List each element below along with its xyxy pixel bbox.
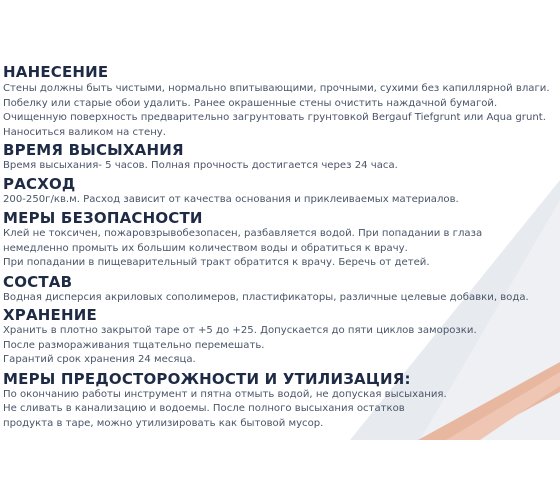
section-precautions-disposal xyxy=(3,371,555,432)
section-text-line: Время высыхания- 5 часов. Полная прочность достигается через 24 часа. xyxy=(3,160,398,171)
section-storage xyxy=(3,307,555,368)
section-heading: ВРЕМЯ ВЫСЫХАНИЯ xyxy=(3,141,184,159)
section-text-line: Водная дисперсия акриловых сополимеров, пластификаторы, различные целевые добавки, вода. xyxy=(3,291,529,303)
section-text-line: Хранить в плотно закрытой таре от +5 до +25. Допускается до пяти циклов заморозки. xyxy=(3,325,477,336)
section-text-line: Очищенную поверхность предварительно загрунтовать грунтовкой Bergauf Tiefgrunt или Aqua grunt. xyxy=(3,112,546,123)
section-heading: НАНЕСЕНИЕ xyxy=(3,63,109,81)
section-consumption xyxy=(3,176,555,208)
section-text-line: Клей не токсичен, пожаровзрывобезопасен, разбавляется водой. При попадании в глаза xyxy=(3,228,483,239)
section-text-line: немедленно промыть их большим количеством воды и обратиться к врачу. xyxy=(3,242,408,254)
section-text-line: При попадании в пищеварительный тракт обратится к врачу. Беречь от детей. xyxy=(3,257,430,268)
section-text-line: После размораживания тщательно перемешать. xyxy=(3,339,265,351)
section-safety xyxy=(3,210,555,271)
section-heading: МЕРЫ БЕЗОПАСНОСТИ xyxy=(3,209,203,227)
section-text-line: Стены должны быть чистыми, нормально впитывающими, прочными, сухими без капиллярной влаги. xyxy=(3,83,550,94)
section-text-line: продукта в таре, можно утилизировать как бытовой мусор. xyxy=(3,417,324,429)
section-text-line: По окончанию работы инструмент и пятна отмыть водой, не допуская высыхания. xyxy=(3,388,447,400)
section-application xyxy=(3,64,555,140)
section-text-line: 200-250г/кв.м. Расход зависит от качества основания и приклеиваемых материалов. xyxy=(3,193,459,205)
section-text-line: Наноситься валиком на стену. xyxy=(3,126,166,138)
content-column xyxy=(3,64,555,431)
section-heading: ХРАНЕНИЕ xyxy=(3,306,97,324)
section-drying-time xyxy=(3,142,555,174)
section-text-line: Гарантий срок хранения 24 месяца. xyxy=(3,354,196,365)
section-text-line: Побелку или старые обои удалить. Ранее окрашенные стены очистить наждачной бумагой. xyxy=(3,97,498,109)
section-text-line: Не сливать в канализацию и водоемы. После полного высыхания остатков xyxy=(3,403,405,414)
section-heading: МЕРЫ ПРЕДОСТОРОЖНОСТИ И УТИЛИЗАЦИЯ: xyxy=(3,369,411,388)
section-heading: СОСТАВ xyxy=(3,272,73,291)
section-heading: РАСХОД xyxy=(3,174,76,193)
section-composition xyxy=(3,274,555,306)
